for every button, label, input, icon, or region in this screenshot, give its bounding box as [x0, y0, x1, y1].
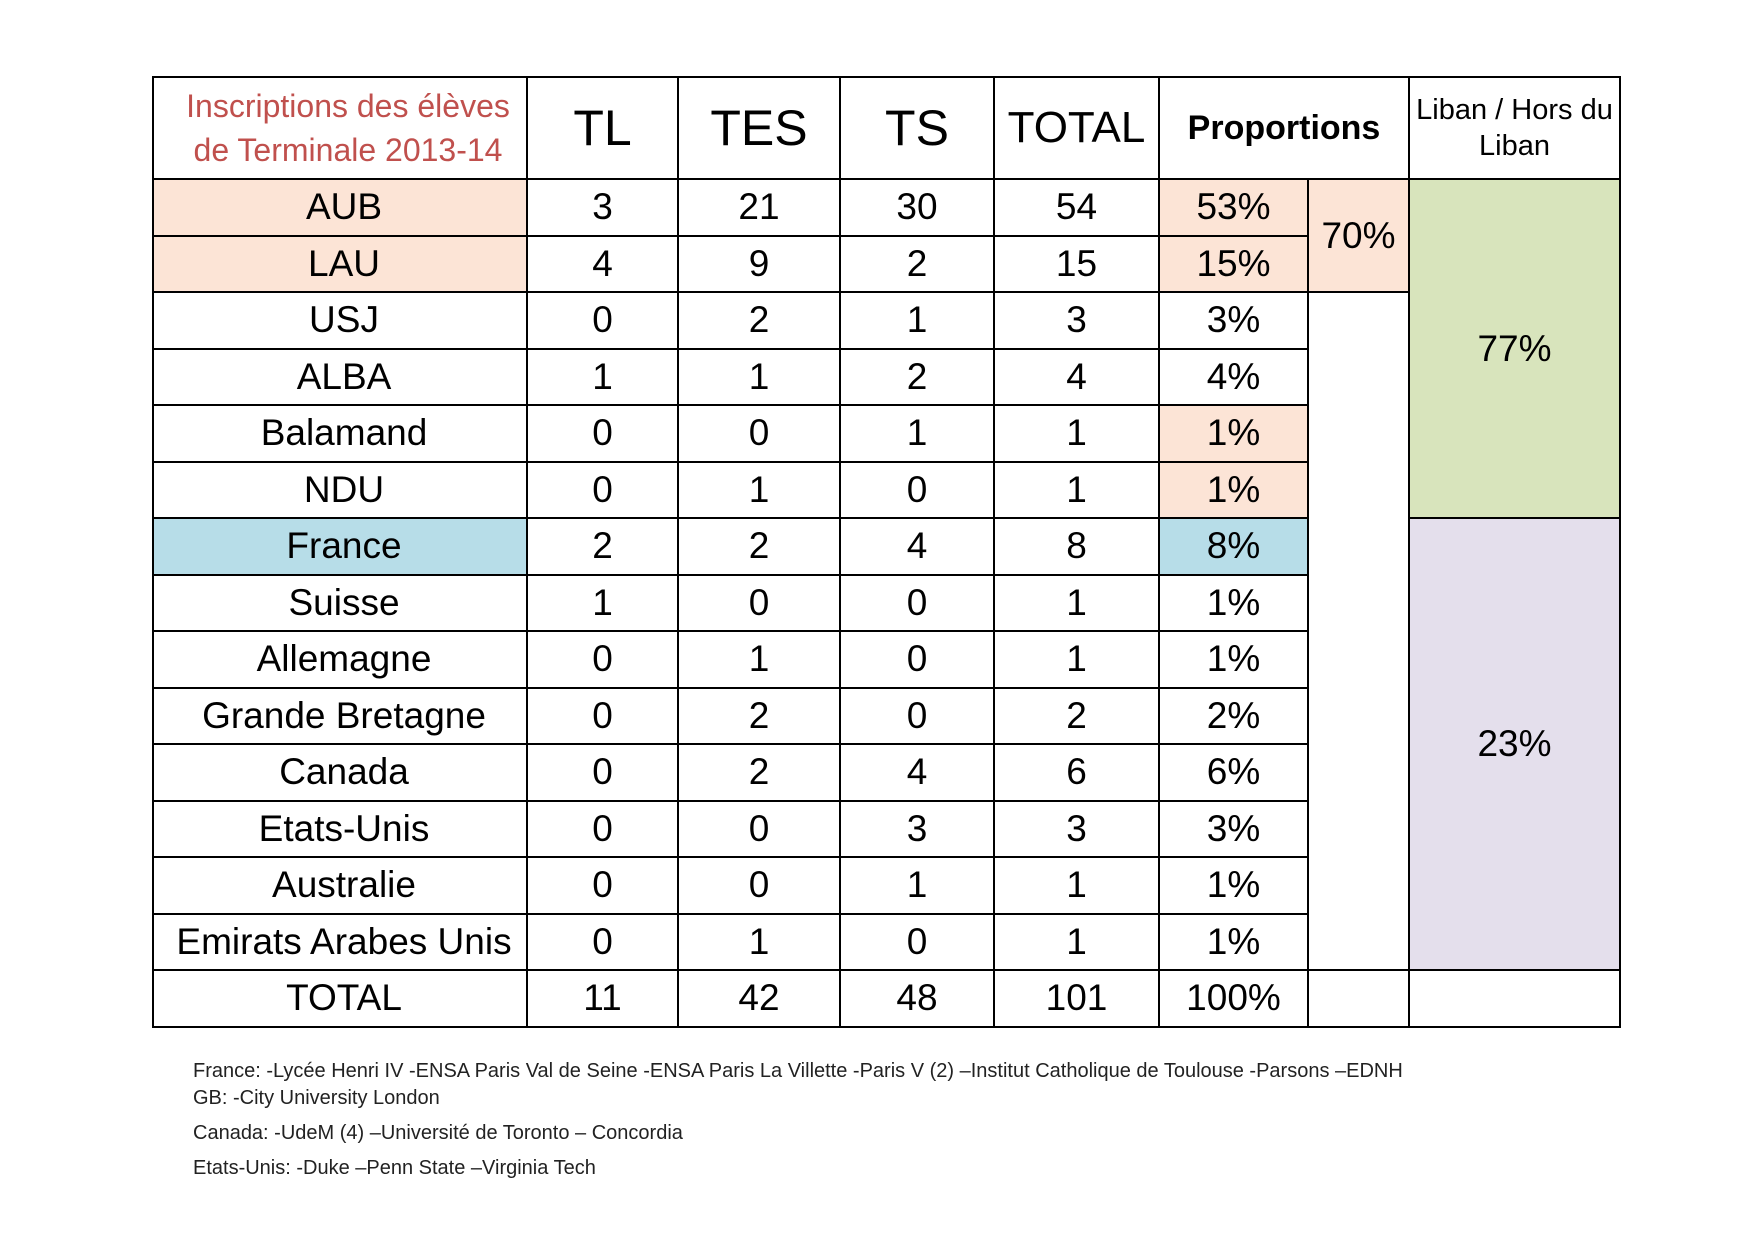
- cell-proportion: 1%: [1159, 857, 1308, 914]
- row-name: Canada: [153, 744, 527, 801]
- total-proportion: 100%: [1159, 970, 1308, 1027]
- cell-ts: 0: [840, 914, 994, 971]
- total-ts: 48: [840, 970, 994, 1027]
- group-hors-liban: 23%: [1409, 518, 1620, 970]
- cell-total: 1: [994, 405, 1159, 462]
- cell-tes: 0: [678, 801, 840, 858]
- cell-ts: 30: [840, 179, 994, 236]
- cell-proportion: 1%: [1159, 575, 1308, 632]
- cell-ts: 2: [840, 349, 994, 406]
- cell-tes: 21: [678, 179, 840, 236]
- total-total: 101: [994, 970, 1159, 1027]
- cell-proportion: 15%: [1159, 236, 1308, 293]
- cell-total: 15: [994, 236, 1159, 293]
- cell-tl: 4: [527, 236, 678, 293]
- cell-proportion: 1%: [1159, 405, 1308, 462]
- cell-tes: 1: [678, 631, 840, 688]
- cell-ts: 0: [840, 575, 994, 632]
- cell-total: 1: [994, 631, 1159, 688]
- cell-total: 1: [994, 462, 1159, 519]
- cell-tl: 0: [527, 914, 678, 971]
- cell-tl: 0: [527, 744, 678, 801]
- row-name: Emirats Arabes Unis: [153, 914, 527, 971]
- cell-total: 3: [994, 292, 1159, 349]
- cell-proportion: 1%: [1159, 462, 1308, 519]
- cell-ts: 0: [840, 462, 994, 519]
- footnote-usa: Etats-Unis: -Duke –Penn State –Virginia Tech: [193, 1157, 596, 1179]
- cell-tl: 0: [527, 857, 678, 914]
- cell-proportion: 3%: [1159, 292, 1308, 349]
- row-name: France: [153, 518, 527, 575]
- table-row: [153, 179, 1620, 236]
- cell-ts: 1: [840, 405, 994, 462]
- cell-total: 54: [994, 179, 1159, 236]
- cell-tl: 0: [527, 405, 678, 462]
- row-name: USJ: [153, 292, 527, 349]
- total-tes: 42: [678, 970, 840, 1027]
- cell-tl: 1: [527, 575, 678, 632]
- cell-ts: 0: [840, 631, 994, 688]
- cell-total: 1: [994, 857, 1159, 914]
- cell-proportion: 1%: [1159, 631, 1308, 688]
- cell-proportion: 2%: [1159, 688, 1308, 745]
- row-name: Grande Bretagne: [153, 688, 527, 745]
- cell-tl: 0: [527, 801, 678, 858]
- cell-proportion: 8%: [1159, 518, 1308, 575]
- row-name: ALBA: [153, 349, 527, 406]
- total-row: [153, 970, 1620, 1027]
- row-name: Australie: [153, 857, 527, 914]
- cell-ts: 3: [840, 801, 994, 858]
- row-name: AUB: [153, 179, 527, 236]
- cell-proportion: 53%: [1159, 179, 1308, 236]
- cell-proportion: 4%: [1159, 349, 1308, 406]
- cell-tl: 0: [527, 688, 678, 745]
- cell-total: 6: [994, 744, 1159, 801]
- header-liban: Liban / Hors du Liban: [1409, 77, 1620, 179]
- cell-ts: 4: [840, 744, 994, 801]
- total-empty-cell: [1409, 970, 1620, 1027]
- cell-tes: 1: [678, 349, 840, 406]
- row-name: Balamand: [153, 405, 527, 462]
- group-liban: 77%: [1409, 179, 1620, 518]
- row-name: LAU: [153, 236, 527, 293]
- cell-tes: 1: [678, 914, 840, 971]
- cell-tes: 0: [678, 575, 840, 632]
- cell-tl: 3: [527, 179, 678, 236]
- cell-tes: 2: [678, 518, 840, 575]
- cell-ts: 4: [840, 518, 994, 575]
- row-name: NDU: [153, 462, 527, 519]
- cell-total: 1: [994, 914, 1159, 971]
- cell-tl: 0: [527, 631, 678, 688]
- header-proportions: Proportions: [1159, 77, 1409, 179]
- cell-total: 8: [994, 518, 1159, 575]
- footnote-gb: GB: -City University London: [193, 1087, 440, 1109]
- cell-tl: 2: [527, 518, 678, 575]
- header-tes: TES: [678, 77, 840, 179]
- group-spacer: [1308, 292, 1409, 970]
- cell-proportion: 3%: [1159, 801, 1308, 858]
- total-label: TOTAL: [153, 970, 527, 1027]
- cell-total: 4: [994, 349, 1159, 406]
- row-name: Allemagne: [153, 631, 527, 688]
- cell-tl: 1: [527, 349, 678, 406]
- cell-ts: 1: [840, 292, 994, 349]
- table-row: [153, 292, 1620, 349]
- row-name: Etats-Unis: [153, 801, 527, 858]
- header-ts: TS: [840, 77, 994, 179]
- footnote-france: France: -Lycée Henri IV -ENSA Paris Val de Seine -ENSA Paris La Villette -Paris V (2) –Institut Catholique de Toulouse -Parsons –EDNH: [193, 1060, 1403, 1082]
- cell-tes: 0: [678, 405, 840, 462]
- cell-ts: 0: [840, 688, 994, 745]
- footnote-canada: Canada: -UdeM (4) –Université de Toronto – Concordia: [193, 1122, 683, 1144]
- row-name: Suisse: [153, 575, 527, 632]
- cell-ts: 2: [840, 236, 994, 293]
- enrollment-table: [152, 76, 1621, 1028]
- cell-tes: 2: [678, 688, 840, 745]
- cell-total: 2: [994, 688, 1159, 745]
- header-tl: TL: [527, 77, 678, 179]
- table-title: Inscriptions des élèves de Terminale 2013-14: [153, 77, 527, 179]
- header-total: TOTAL: [994, 77, 1159, 179]
- cell-tes: 2: [678, 744, 840, 801]
- cell-proportion: 1%: [1159, 914, 1308, 971]
- cell-tl: 0: [527, 292, 678, 349]
- cell-tes: 2: [678, 292, 840, 349]
- total-tl: 11: [527, 970, 678, 1027]
- cell-ts: 1: [840, 857, 994, 914]
- cell-tl: 0: [527, 462, 678, 519]
- footnotes: [193, 1058, 1403, 1182]
- total-empty-cell: [1308, 970, 1409, 1027]
- cell-tes: 0: [678, 857, 840, 914]
- cell-total: 3: [994, 801, 1159, 858]
- group-aub-lau: 70%: [1308, 179, 1409, 292]
- cell-tes: 1: [678, 462, 840, 519]
- cell-proportion: 6%: [1159, 744, 1308, 801]
- header-row: [153, 77, 1620, 179]
- cell-tes: 9: [678, 236, 840, 293]
- cell-total: 1: [994, 575, 1159, 632]
